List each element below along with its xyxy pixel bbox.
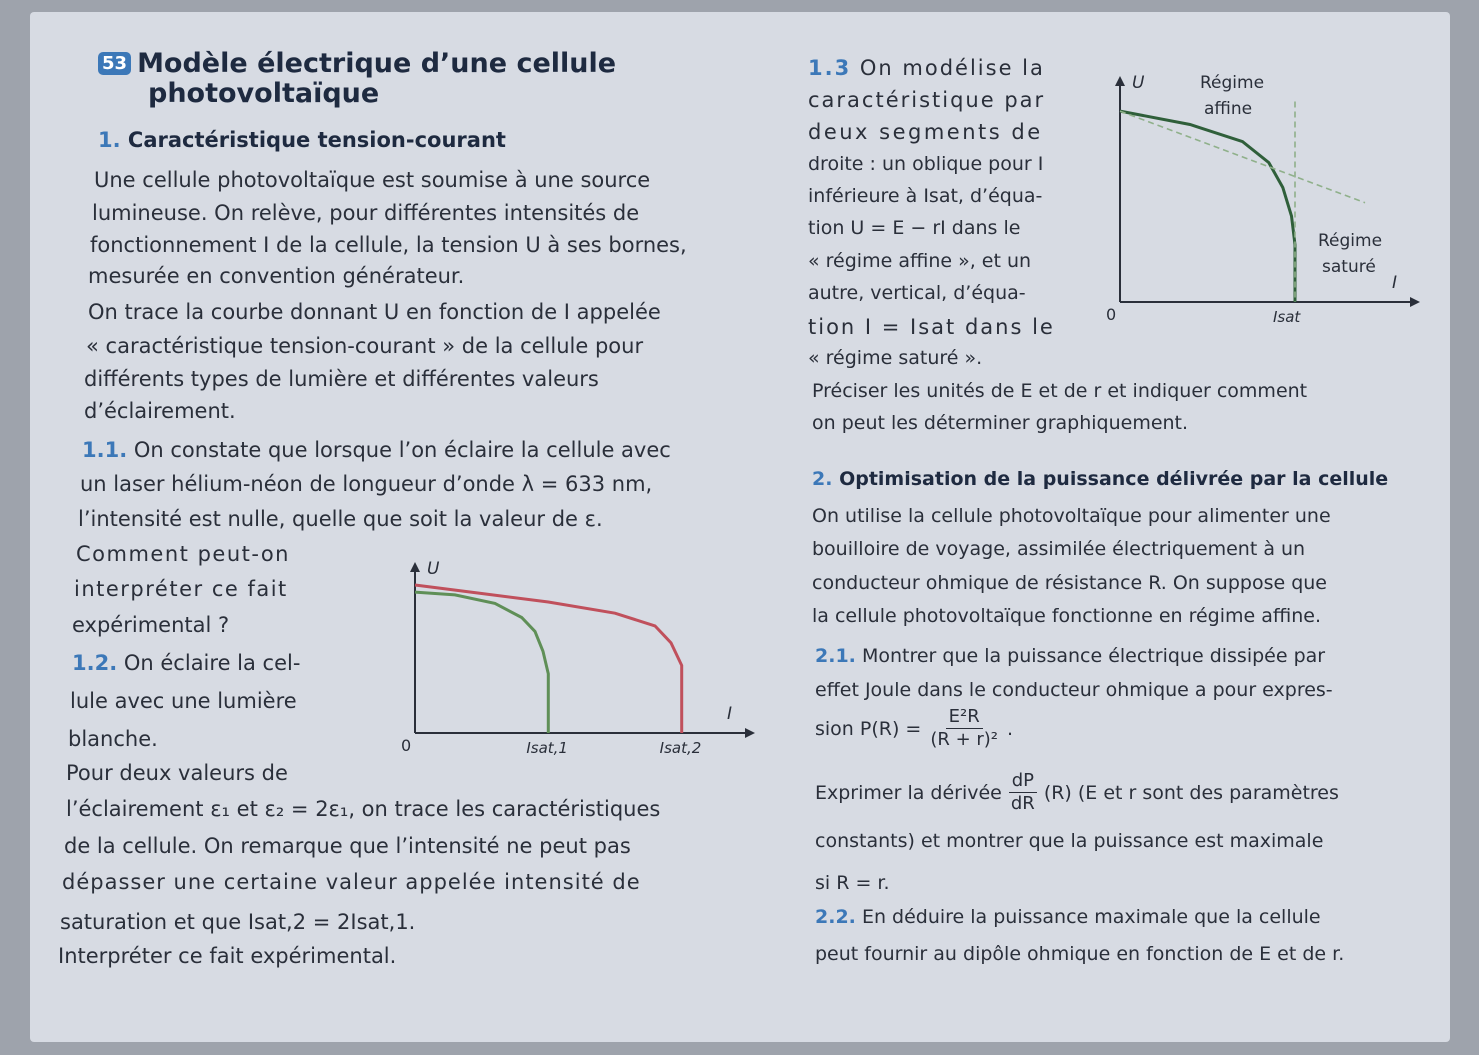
q12-line: lule avec une lumière <box>70 689 297 713</box>
part2-intro-line: On utilise la cellule photovoltaïque pour alimenter une <box>812 505 1331 527</box>
y-axis-arrow <box>410 562 420 572</box>
q13-line: autre, vertical, d’équa- <box>808 282 1026 304</box>
intro-line: On trace la courbe donnant U en fonction de I appelée <box>88 300 661 324</box>
q13-line: « régime saturé ». <box>808 347 983 369</box>
series-line-0 <box>415 592 548 733</box>
q21-text: Montrer que la puissance électrique dissipée par <box>861 645 1326 667</box>
formula-numerator: E²R <box>946 706 983 729</box>
q13-line <box>808 56 1045 80</box>
q13-line: « régime affine », et un <box>808 250 1032 272</box>
q13-line: tion I = Isat dans le <box>808 315 1055 339</box>
q12-line: l’éclairement ε₁ et ε₂ = 2ε₁, on trace les caractéristiques <box>66 797 661 821</box>
q21-line: constants) et montrer que la puissance est maximale <box>815 830 1324 852</box>
q21-line: effet Joule dans le conducteur ohmique a pour expres- <box>815 679 1333 701</box>
derivative-pre: Exprimer la dérivée <box>815 781 1002 804</box>
intro-line: d’éclairement. <box>84 399 236 423</box>
part1-heading-text: Caractéristique tension-courant <box>127 128 506 152</box>
q13-line: droite : un oblique pour I <box>808 153 1044 175</box>
formula-end: . <box>1007 717 1014 740</box>
x-axis-arrow <box>745 728 755 738</box>
x-tick-label: Isat,1 <box>526 739 568 757</box>
y-axis-label: U <box>427 559 440 579</box>
q12-line: Interpréter ce fait expérimental. <box>58 944 397 968</box>
annotation-label: Régime <box>1200 73 1265 93</box>
x-axis-arrow <box>1410 297 1420 307</box>
x-tick-label: Isat <box>1273 308 1301 326</box>
q12-line: de la cellule. On remarque que l’intensité ne peut pas <box>64 834 631 858</box>
q13-line: Préciser les unités de E et de r et indiquer comment <box>812 380 1308 402</box>
characteristic-chart-2 <box>1090 52 1430 342</box>
q12-line <box>72 651 300 675</box>
intro-line: Une cellule photovoltaïque est soumise à une source <box>94 168 651 192</box>
x-tick-label: Isat,2 <box>659 739 702 757</box>
q11-number: 1.1. <box>82 438 128 462</box>
formula-denominator: (R + r)² <box>930 729 999 750</box>
derivative-post: (R) (E et r sont des paramètres <box>1043 781 1339 804</box>
title-line-2: photovoltaïque <box>148 78 380 109</box>
series-line-1 <box>1120 111 1365 203</box>
q13-line: deux segments de <box>808 120 1043 144</box>
q12-line: saturation et que Isat,2 = 2Isat,1. <box>60 910 416 934</box>
origin-label: 0 <box>401 736 412 755</box>
q21-line: si R = r. <box>815 872 890 894</box>
q12-line: Pour deux valeurs de <box>66 761 288 785</box>
part2-heading-text: Optimisation de la puissance délivrée par la cellule <box>839 468 1389 490</box>
q12-line: blanche. <box>68 727 158 751</box>
derivative-denominator: dR <box>1010 793 1035 814</box>
part2-intro-line: bouilloire de voyage, assimilée électriquement à un <box>812 538 1306 560</box>
q11-line: l’intensité est nulle, quelle que soit la valeur de ε. <box>78 507 603 531</box>
q11-text: On constate que lorsque l’on éclaire la cellule avec <box>133 438 671 462</box>
series-line-0 <box>1120 111 1295 302</box>
q11-line: interpréter ce fait <box>74 577 288 601</box>
x-axis-label: I <box>1392 273 1398 293</box>
characteristic-chart-1 <box>385 548 765 768</box>
intro-line: « caractéristique tension-courant » de la cellule pour <box>86 334 644 358</box>
exercise-title <box>98 48 616 79</box>
q12-line: dépasser une certaine valeur appelée intensité de <box>62 870 641 894</box>
formula-fraction <box>927 706 1001 751</box>
q13-line: on peut les déterminer graphiquement. <box>812 412 1189 434</box>
q22-text: En déduire la puissance maximale que la cellule <box>861 906 1321 928</box>
power-formula <box>815 706 1013 751</box>
intro-line: mesurée en convention générateur. <box>88 264 465 288</box>
part1-heading <box>98 128 506 152</box>
q11-line: un laser hélium-néon de longueur d’onde λ = 633 nm, <box>80 472 653 496</box>
q21-line <box>815 645 1325 667</box>
q22-line: peut fournir au dipôle ohmique en fonction de E et de r. <box>815 943 1345 965</box>
q22-number: 2.2. <box>815 906 856 928</box>
q13-line: caractéristique par <box>808 88 1046 112</box>
y-axis-label: U <box>1132 73 1145 93</box>
title-line-1: Modèle électrique d’une cellule <box>137 48 617 79</box>
annotation-label: affine <box>1204 99 1253 119</box>
exercise-number-badge: 53 <box>98 52 131 75</box>
q12-text: On éclaire la cel- <box>123 651 301 675</box>
formula-lhs: sion P(R) = <box>815 717 922 740</box>
y-axis-arrow <box>1115 76 1125 86</box>
annotation-label: saturé <box>1322 257 1376 277</box>
part2-intro-line: conducteur ohmique de résistance R. On suppose que <box>812 572 1327 594</box>
q13-number: 1.3 <box>808 56 852 80</box>
q13-text: On modélise la <box>859 56 1045 80</box>
derivative-fraction <box>1008 770 1038 815</box>
q12-number: 1.2. <box>72 651 118 675</box>
x-axis-label: I <box>727 704 733 724</box>
part1-number: 1. <box>98 128 121 152</box>
q13-line: inférieure à Isat, d’équa- <box>808 185 1043 207</box>
part2-number: 2. <box>812 468 833 490</box>
q11-line: expérimental ? <box>72 613 230 637</box>
q13-line: tion U = E − rI dans le <box>808 217 1021 239</box>
part2-intro-line: la cellule photovoltaïque fonctionne en régime affine. <box>812 605 1322 627</box>
part2-heading <box>812 468 1388 490</box>
origin-label: 0 <box>1106 305 1117 324</box>
intro-line: fonctionnement I de la cellule, la tension U à ses bornes, <box>90 233 687 257</box>
annotation-label: Régime <box>1318 231 1383 251</box>
intro-line: lumineuse. On relève, pour différentes intensités de <box>92 201 640 225</box>
q11-line <box>82 438 671 462</box>
q11-line: Comment peut-on <box>76 542 290 566</box>
intro-line: différents types de lumière et différentes valeurs <box>84 367 599 391</box>
q22-line <box>815 906 1321 928</box>
q21-number: 2.1. <box>815 645 856 667</box>
derivative-line <box>815 770 1339 815</box>
derivative-numerator: dP <box>1009 770 1037 793</box>
